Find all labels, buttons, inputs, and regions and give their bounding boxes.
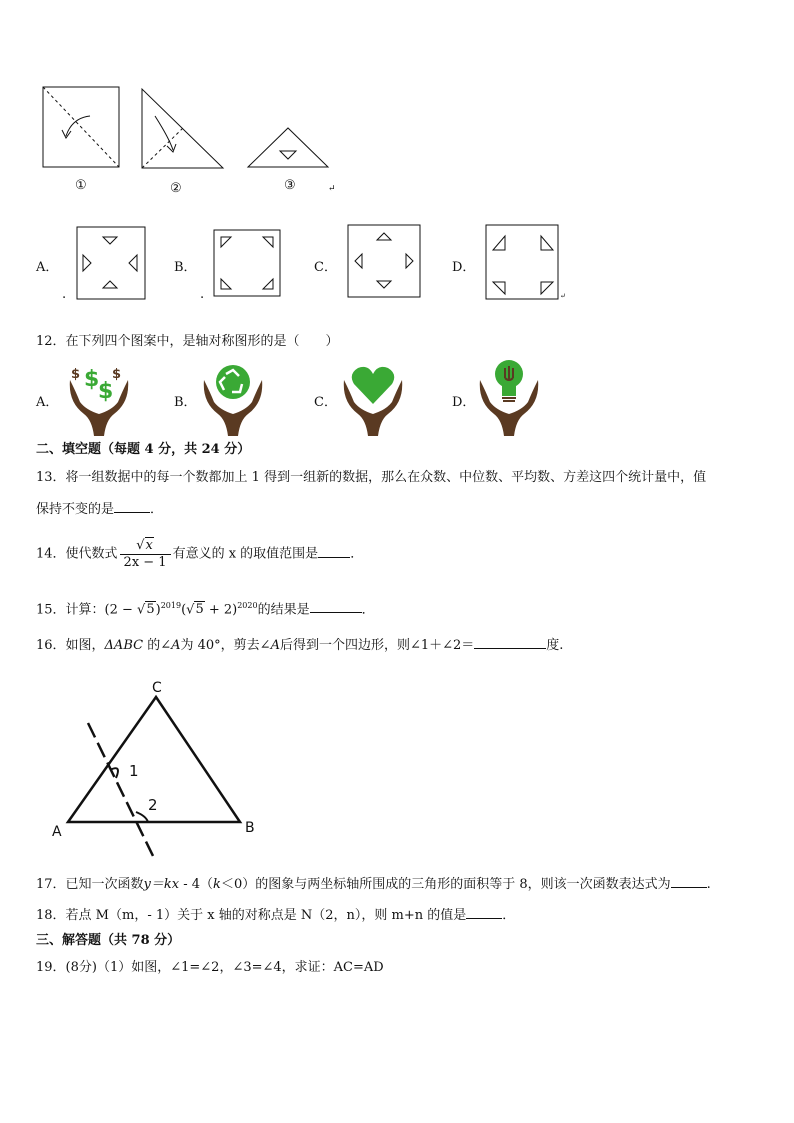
q11-option-b-figure [213,229,283,299]
q13-line-2 [36,500,163,518]
q11-option-b-label: B． [174,260,197,275]
q15-end: ． [361,602,375,618]
q16-end: 度. [546,638,564,653]
q11-option-c-figure [347,224,423,299]
q17-pre: 17．已知一次函数 [36,877,144,892]
vertex-c-label: C [152,680,162,696]
q16-line [36,636,563,654]
q16-answer-blank[interactable] [474,636,546,649]
lightbulb-hands-icon [474,358,544,436]
q15-paren: ) [155,602,161,618]
triangle-figure [50,678,270,863]
recycle-hands-icon [198,362,268,438]
section-3-title: 三、解答题（共 78 分） [36,933,181,948]
fold-step-3-label: ③ [284,178,296,193]
q16-angle-a: A [171,638,181,653]
q16-pre: 16．如图， [36,638,105,653]
q11-option-d-figure [485,224,565,302]
q14-pre: 14．使代数式 [36,546,118,562]
q18-line [36,906,515,924]
svg-text:$: $ [84,367,100,392]
q17-function: y＝kx [143,877,180,892]
fold-step-2-label: ② [170,181,182,196]
return-mark: ↵ [328,184,336,194]
vertex-b-label: B [245,820,255,836]
q12-option-d-label: D． [452,395,476,410]
q17-end: . [706,877,711,892]
dot-mark: . [62,287,67,302]
vertex-a-label: A [52,824,62,840]
q11-option-d-label: D． [452,260,476,275]
fold-step-3-figure [247,127,332,172]
q15-answer-blank[interactable] [310,600,362,613]
q15-exp-2: 2020 [237,601,258,610]
angle-2-label: 2 [148,796,158,814]
q16-post: 后得到一个四边形，则∠1＋∠2＝ [279,638,475,653]
q13-answer-blank[interactable] [114,500,150,513]
q14-post: 有意义的 x 的取值范围是 [172,546,319,562]
q18-answer-blank[interactable] [466,906,502,919]
q14-fraction [120,537,171,571]
q17-line [36,875,711,893]
q19-text: 19．(8分)（1）如图，∠1=∠2，∠3=∠4，求证：AC=AD [36,960,384,975]
fold-step-2-figure [141,88,226,173]
fold-step-1-label: ① [75,178,87,193]
q15-paren-2: ( [181,602,187,618]
q17-mid: - 4（ [179,877,214,892]
q11-option-c-label: C． [314,260,337,275]
heart-hands-icon [338,362,408,438]
q17-cond: ＜0）的图象与两坐标轴所围成的三角形的面积等于 8，则该一次函数表达式为 [220,877,671,892]
q14-line [36,537,363,571]
q11-option-a-label: A． [36,260,59,275]
q18-end: ． [502,908,516,923]
dot-mark: . [200,287,205,302]
q15-root-2: 5 [195,602,204,618]
q14-denominator: 2x − 1 [123,555,167,570]
q16-mid-2: 为 40°，剪去∠ [180,638,271,653]
q12-text: 12．在下列四个图案中，是轴对称图形的是（ ） [36,334,339,349]
svg-text:$: $ [98,379,114,404]
q17-answer-blank[interactable] [671,875,707,888]
q15-pre: 15．计算：(2 − [36,602,138,618]
svg-text:$: $ [71,367,81,382]
q18-text: 18．若点 M（m，- 1）关于 x 轴的对称点是 N（2，n），则 m+n 的值是 [36,908,467,923]
q14-numerator: √x [120,537,171,555]
q14-end: ． [350,546,364,562]
q16-angle-a-2: A [270,638,280,653]
q15-line: 15．计算：$(2 - √5)^{2019}(√5 + 2)^{2020}$的结果是 ． [36,601,375,618]
q15-exp-1: 2019 [160,601,182,610]
q12-option-b-label: B． [174,395,197,410]
q15-plus: + 2) [204,602,238,618]
svg-text:$: $ [112,367,122,382]
q11-option-a-figure [76,226,148,300]
section-2-title: 二、填空题（每题 4 分，共 24 分） [36,442,251,457]
q15-post: 的结果是 [257,602,310,618]
q16-triangle: ΔABC [104,638,144,653]
q12-option-a-label: A． [36,395,59,410]
q17-k: k [213,877,221,892]
fold-step-1-figure [42,86,122,171]
q13-line-1: 13．将一组数据中的每一个数都加上 1 得到一组新的数据，那么在众数、中位数、平均数、方差这四个统计量中，值 [36,470,707,485]
svg-text:↵: ↵ [560,292,566,300]
q12-option-c-label: C． [314,395,337,410]
q16-mid: 的∠ [143,638,172,653]
q15-root: 5 [146,602,155,618]
q14-answer-blank[interactable] [318,545,350,558]
q13-text: 保持不变的是 [36,502,115,517]
dollar-hands-icon [64,362,134,438]
angle-1-label: 1 [129,762,139,780]
q13-end: ． [150,502,164,517]
